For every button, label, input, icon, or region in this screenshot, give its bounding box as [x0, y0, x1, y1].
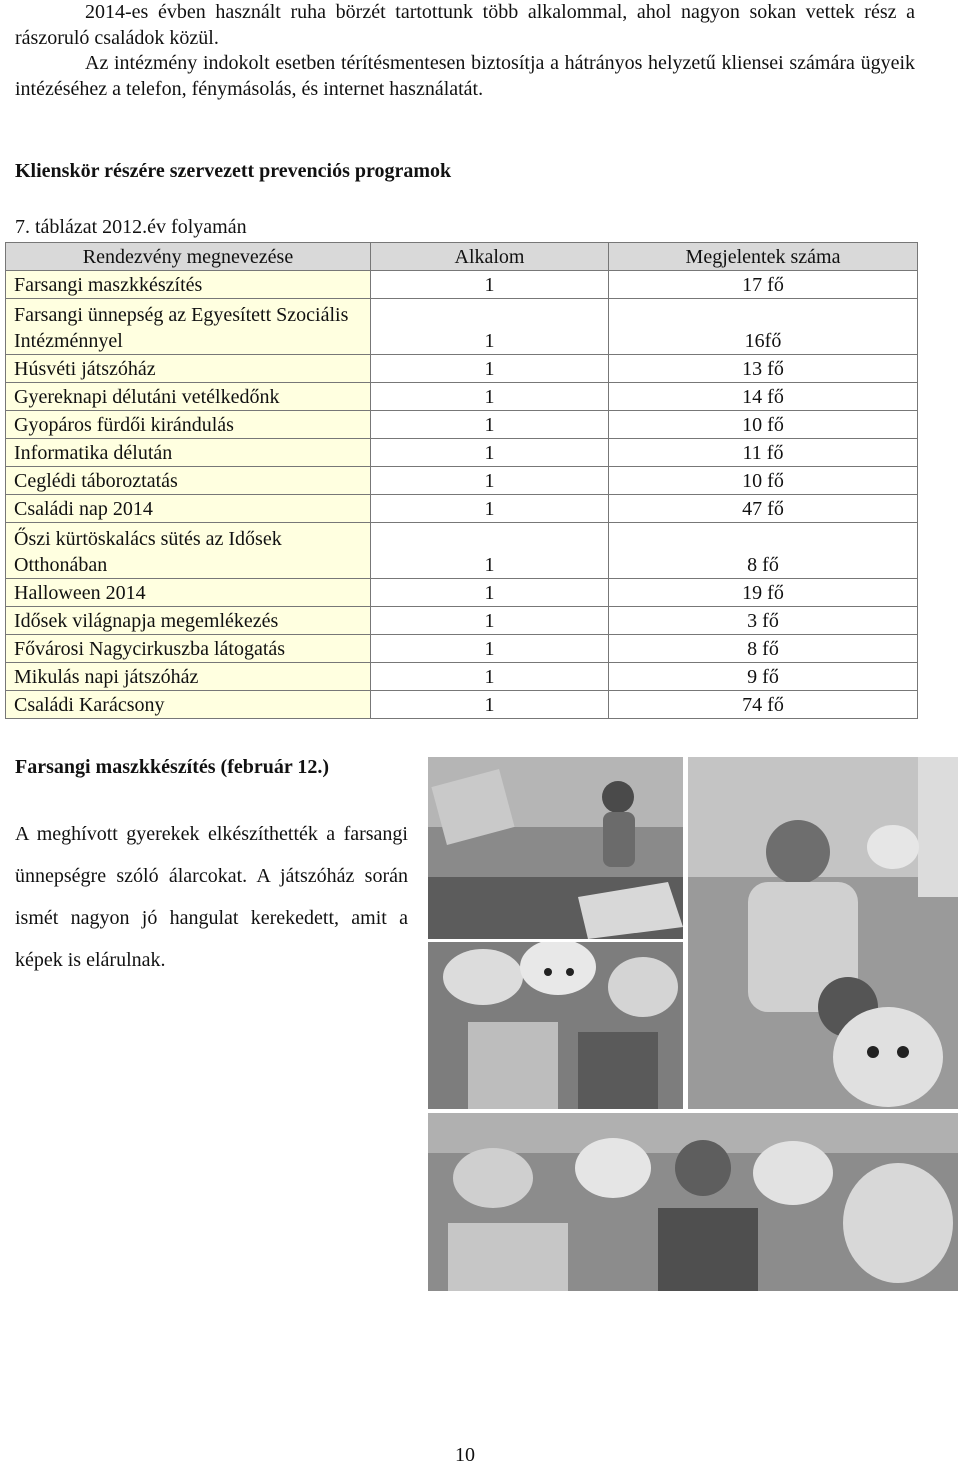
- photo-children-in-masks: [428, 942, 683, 1109]
- event-name-cell: Informatika délután: [6, 439, 371, 467]
- occasions-cell: 1: [371, 523, 609, 579]
- event-name-cell: Gyereknapi délutáni vetélkedőnk: [6, 383, 371, 411]
- table-row: [6, 439, 918, 467]
- intro-paragraph-2: Az intézmény indokolt esetben térítésmentesen biztosítja a hátrányos helyzetű kliensei számára ügyeik intézéséhez a telefon, fénymásolás, és internet használatát.: [15, 52, 915, 100]
- occasions-cell: 1: [371, 579, 609, 607]
- attendees-cell: 74 fő: [609, 691, 918, 719]
- occasions-cell: 1: [371, 355, 609, 383]
- table-row: [6, 271, 918, 299]
- intro-paragraph-1: 2014-es évben használt ruha börzét tartottunk több alkalommal, ahol nagyon sokan vettek rész a rászoruló családok közül.: [15, 1, 915, 49]
- event-name-cell: Halloween 2014: [6, 579, 371, 607]
- table-row: [6, 495, 918, 523]
- occasions-cell: 1: [371, 299, 609, 355]
- photo-children-at-table: [428, 757, 683, 939]
- event-name-cell: Húsvéti játszóház: [6, 355, 371, 383]
- attendees-cell: 9 fő: [609, 663, 918, 691]
- attendees-cell: 16fő: [609, 299, 918, 355]
- occasions-cell: 1: [371, 467, 609, 495]
- column-header-event: Rendezvény megnevezése: [6, 243, 371, 271]
- attendees-cell: 13 fő: [609, 355, 918, 383]
- event-name-cell: Gyopáros fürdői kirándulás: [6, 411, 371, 439]
- column-header-attendees: Megjelentek száma: [609, 243, 918, 271]
- column-header-occasions: Alkalom: [371, 243, 609, 271]
- table-row: [6, 607, 918, 635]
- attendees-cell: 17 fő: [609, 271, 918, 299]
- table-row: [6, 579, 918, 607]
- occasions-cell: 1: [371, 383, 609, 411]
- page-number: 10: [455, 1444, 475, 1466]
- table-row: [6, 523, 918, 579]
- attendees-cell: 8 fő: [609, 635, 918, 663]
- attendees-cell: 19 fő: [609, 579, 918, 607]
- occasions-cell: 1: [371, 691, 609, 719]
- attendees-cell: 8 fő: [609, 523, 918, 579]
- occasions-cell: 1: [371, 635, 609, 663]
- table-row: [6, 383, 918, 411]
- occasions-cell: 1: [371, 439, 609, 467]
- table-row: [6, 635, 918, 663]
- photo-woman-with-masks: [688, 757, 958, 1109]
- section-heading: Klienskör részére szervezett prevenciós programok: [15, 160, 452, 182]
- attendees-cell: 10 fő: [609, 467, 918, 495]
- attendees-cell: 14 fő: [609, 383, 918, 411]
- event-name-cell: Ceglédi táboroztatás: [6, 467, 371, 495]
- subsection-heading: Farsangi maszkkészítés (február 12.): [15, 756, 330, 778]
- event-name-cell: Fővárosi Nagycirkuszba látogatás: [6, 635, 371, 663]
- table-row: [6, 355, 918, 383]
- attendees-cell: 47 fő: [609, 495, 918, 523]
- event-name-cell: Családi Karácsony: [6, 691, 371, 719]
- table-row: [6, 467, 918, 495]
- event-name-cell: Családi nap 2014: [6, 495, 371, 523]
- event-name-cell: Farsangi maszkkészítés: [6, 271, 371, 299]
- occasions-cell: 1: [371, 271, 609, 299]
- occasions-cell: 1: [371, 411, 609, 439]
- occasions-cell: 1: [371, 663, 609, 691]
- event-name-cell: Farsangi ünnepség az Egyesített Szociális Intézménnyel: [6, 299, 371, 355]
- photo-group-with-masks: [428, 1113, 958, 1291]
- table-caption: 7. táblázat 2012.év folyamán: [15, 216, 247, 238]
- programs-table: [5, 242, 918, 719]
- event-name-cell: Őszi kürtöskalács sütés az Idősek Otthonában: [6, 523, 371, 579]
- attendees-cell: 3 fő: [609, 607, 918, 635]
- occasions-cell: 1: [371, 495, 609, 523]
- attendees-cell: 11 fő: [609, 439, 918, 467]
- table-row: [6, 299, 918, 355]
- event-name-cell: Idősek világnapja megemlékezés: [6, 607, 371, 635]
- subsection-text: A meghívott gyerekek elkészíthették a farsangi ünnepségre szóló álarcokat. A játszóház során ismét nagyon jó hangulat kerekedett, amit a képek is elárulnak.: [15, 823, 408, 971]
- table-row: [6, 691, 918, 719]
- event-name-cell: Mikulás napi játszóház: [6, 663, 371, 691]
- attendees-cell: 10 fő: [609, 411, 918, 439]
- occasions-cell: 1: [371, 607, 609, 635]
- table-row: [6, 411, 918, 439]
- table-row: [6, 663, 918, 691]
